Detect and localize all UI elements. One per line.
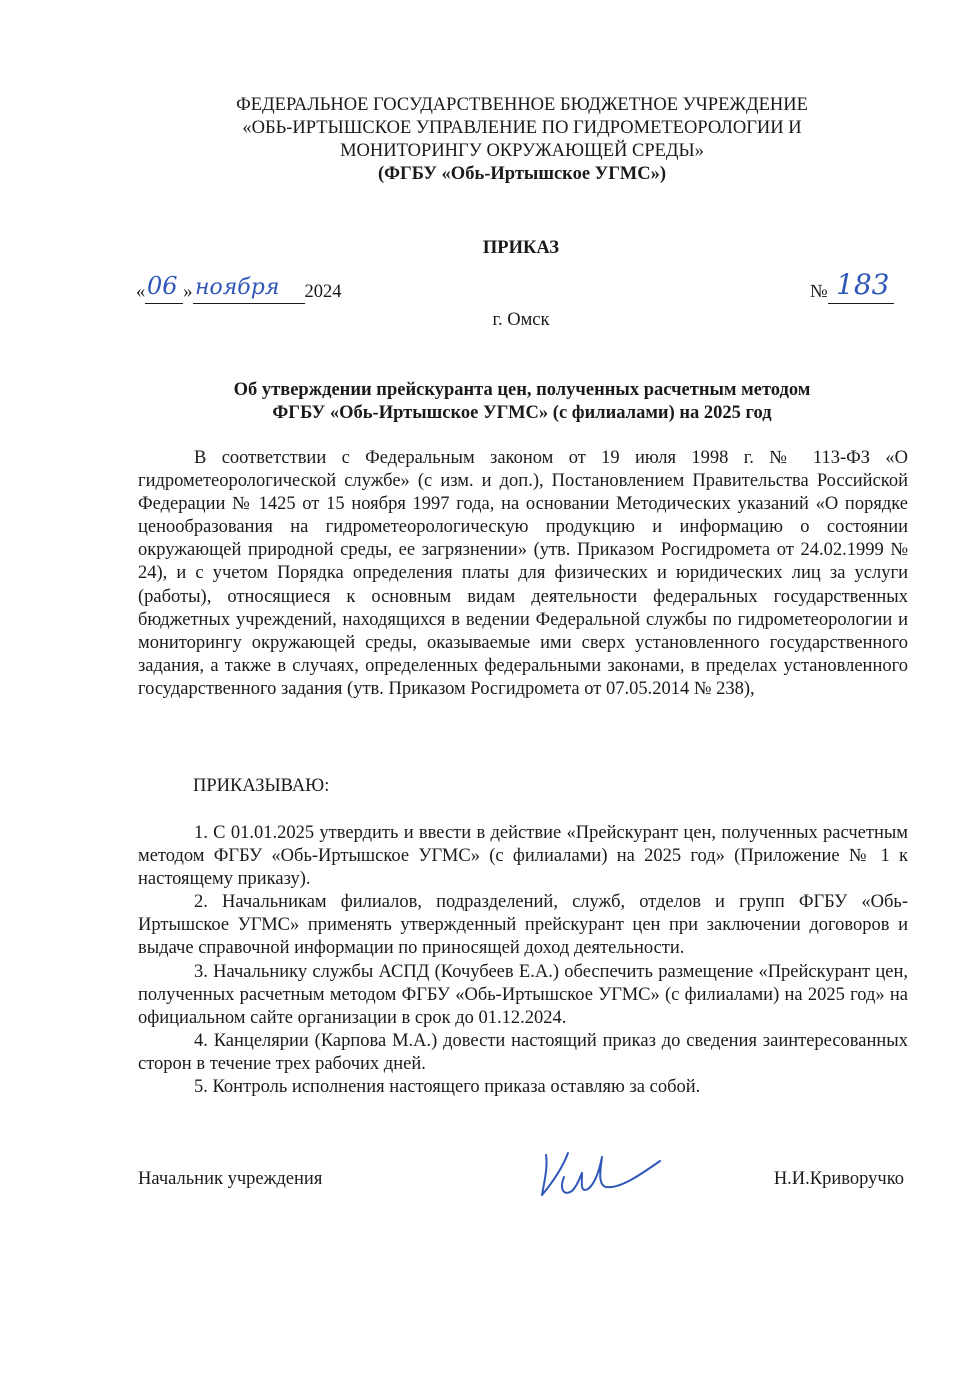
- number-label: №: [810, 282, 828, 302]
- subject-line-2: ФГБУ «Обь-Иртышское УГМС» (с филиалами) на 2025 год: [272, 403, 772, 423]
- handwritten-day-text: 06: [147, 272, 178, 300]
- date-close-quote: »: [183, 282, 193, 302]
- number-field: [828, 268, 894, 304]
- header-line-4: (ФГБУ «Обь-Иртышское УГМС»): [377, 164, 667, 184]
- date-day-field: [145, 272, 183, 304]
- order-item: 2. Начальникам филиалов, подразделений, служб, отделов и групп ФГБУ «Обь-Иртышское УГМС» применять утвержденный прейскурант цен при заключении договоров и выдаче справочной информации по приносящей доход деятельности.: [138, 892, 908, 959]
- handwritten-month: [193, 256, 309, 302]
- header-line-3: МОНИТОРИНГУ ОКРУЖАЮЩЕЙ СРЕДЫ»: [340, 141, 704, 161]
- date-year: 2024: [304, 282, 342, 302]
- handwritten-number: [828, 268, 898, 302]
- handwritten-month-text: ноября: [194, 275, 279, 300]
- order-number: [810, 268, 894, 304]
- signatory-title: Начальник учреждения: [138, 1169, 323, 1189]
- order-date: [136, 272, 342, 304]
- date-open-quote: «: [136, 282, 146, 302]
- order-subject: [140, 379, 904, 425]
- order-items: [138, 822, 908, 1099]
- organization-header: [140, 94, 904, 186]
- order-item: 3. Начальнику службы АСПД (Кочубеев Е.А.) обеспечить размещение «Прейскурант цен, полученных расчетным методом ФГБУ «Обь-Иртышское УГМС» (с филиалами) на 2025 год» на официальном сайте организации в срок до 01.12.2024.: [138, 961, 908, 1028]
- header-line-1: ФЕДЕРАЛЬНОЕ ГОСУДАРСТВЕННОЕ БЮДЖЕТНОЕ УЧРЕЖДЕНИЕ: [236, 95, 808, 115]
- signatory-name: Н.И.Криворучко: [773, 1169, 904, 1189]
- directive-heading: ПРИКАЗЫВАЮ:: [193, 776, 330, 796]
- handwritten-number-text: 183: [835, 268, 890, 301]
- order-title: ПРИКАЗ: [482, 238, 560, 258]
- order-item: 5. Контроль исполнения настоящего приказа оставляю за собой.: [194, 1077, 701, 1098]
- subject-line-1: Об утверждении прейскуранта цен, полученных расчетным методом: [233, 380, 811, 400]
- order-item: 4. Канцелярии (Карпова М.А.) довести настоящий приказ до сведения заинтересованных сторон в течение трех рабочих дней.: [138, 1030, 908, 1074]
- date-month-field: [193, 275, 305, 304]
- header-line-2: «ОБЬ-ИРТЫШСКОЕ УПРАВЛЕНИЕ ПО ГИДРОМЕТЕОРОЛОГИИ И: [242, 118, 802, 138]
- preamble-paragraph: В соответствии с Федеральным законом от 19 июля 1998 г. № 113-ФЗ «О гидрометеорологической службе» (с изм. и доп.), Постановлением Правительства Российской Федерации № 1425 от 15 ноября 1997 года, на основании Методических указаний «О порядке ценообразования на гидрометеорологическую продукцию и информацию о состоянии окружающей природной среды, ее загрязнении» (утв. Приказом Росгидромета от 24.02.1999 № 24), и с учетом Порядка определения платы для физических и юридических лиц за услуги (работы), относящиеся к основным видам деятельности федеральных государственных бюджетных учреждений, находящихся в ведении Федеральной службы по гидрометеорологии и мониторингу окружающей среды, оказываемые ими сверх установленного государственного задания, а также в случаях, определенных федеральными законами, в пределах установленного государственного задания (утв. Приказом Росгидромета от 07.05.2014 № 238),: [138, 448, 908, 699]
- handwritten-day: [145, 272, 185, 302]
- order-item: 1. С 01.01.2025 утвердить и ввести в действие «Прейскурант цен, полученных расчетным методом ФГБУ «Обь-Иртышское УГМС» (с филиалами) на 2025 год» (Приложение № 1 к настоящему приказу).: [138, 823, 908, 890]
- handwritten-signature: [536, 1147, 666, 1207]
- city: г. Омск: [492, 310, 550, 330]
